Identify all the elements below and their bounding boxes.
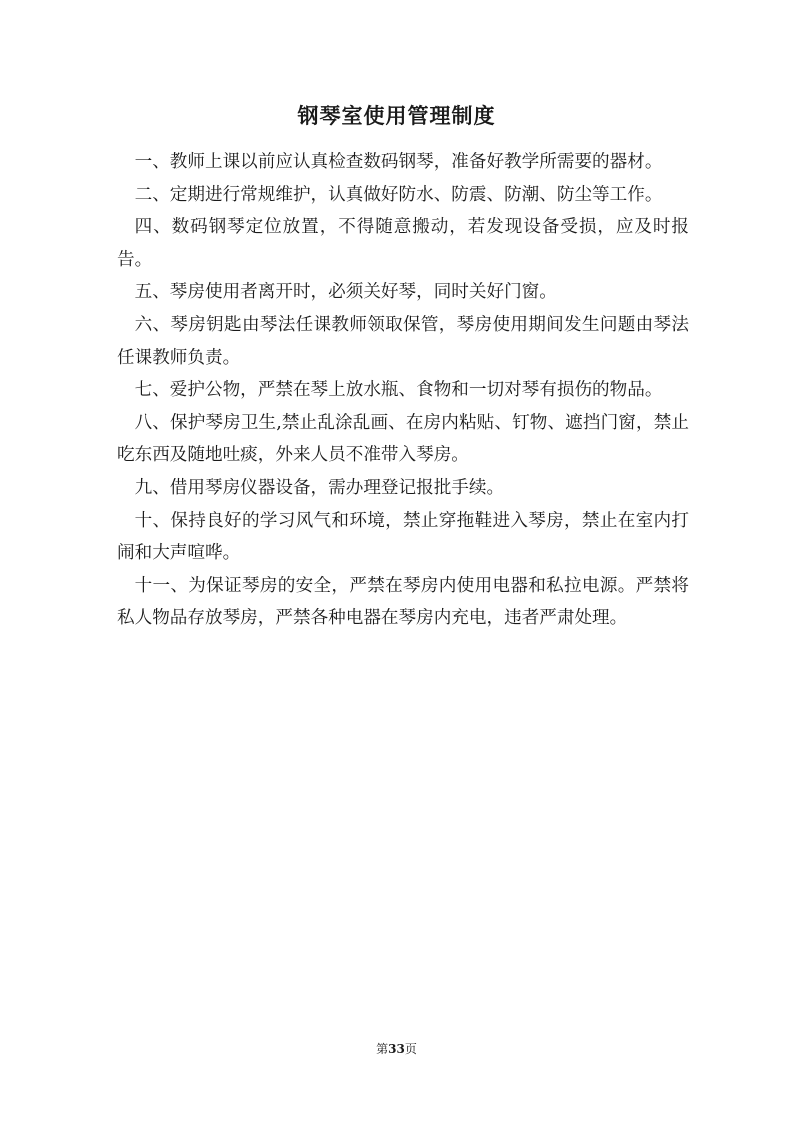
rule-paragraph-11: 十一、为保证琴房的安全，严禁在琴房内使用电器和私拉电源。严禁将私人物品存放琴房，严禁各种电器在琴房内充电，违者严肃处理。 <box>117 575 689 629</box>
rule-paragraph-8: 八、保护琴房卫生,禁止乱涂乱画、在房内粘贴、钉物、遮挡门窗，禁止吃东西及随地吐痰，外来人员不准带入琴房。 <box>117 412 689 466</box>
page-number-prefix: 第 <box>376 1042 389 1056</box>
page-number-suffix: 页 <box>404 1042 417 1056</box>
rule-paragraph-2: 二、定期进行常规维护，认真做好防水、防震、防潮、防尘等工作。 <box>134 184 663 205</box>
document-body <box>117 146 689 635</box>
page-title: 钢琴室使用管理制度 <box>297 104 496 128</box>
rule-paragraph-6: 六、琴房钥匙由琴法任课教师领取保管，琴房使用期间发生问题由琴法任课教师负责。 <box>117 314 689 368</box>
rule-paragraph-10: 十、保持良好的学习风气和环境，禁止穿拖鞋进入琴房，禁止在室内打闹和大声喧哗。 <box>117 510 689 564</box>
rule-paragraph-4: 四、数码钢琴定位放置，不得随意搬动，若发现设备受损，应及时报告。 <box>117 217 689 270</box>
rule-paragraph-9: 九、借用琴房仪器设备，需办理登记报批手续。 <box>134 477 505 498</box>
page-footer <box>0 1040 793 1057</box>
rule-paragraph-1: 一、教师上课以前应认真检查数码钢琴，准备好教学所需要的器材。 <box>134 152 663 172</box>
rule-paragraph-7: 七、爱护公物，严禁在琴上放水瓶、食物和一切对琴有损伤的物品。 <box>134 380 663 401</box>
page-number: 33 <box>388 1042 405 1056</box>
rule-paragraph-5: 五、琴房使用者离开时，必须关好琴，同时关好门窗。 <box>134 282 557 303</box>
